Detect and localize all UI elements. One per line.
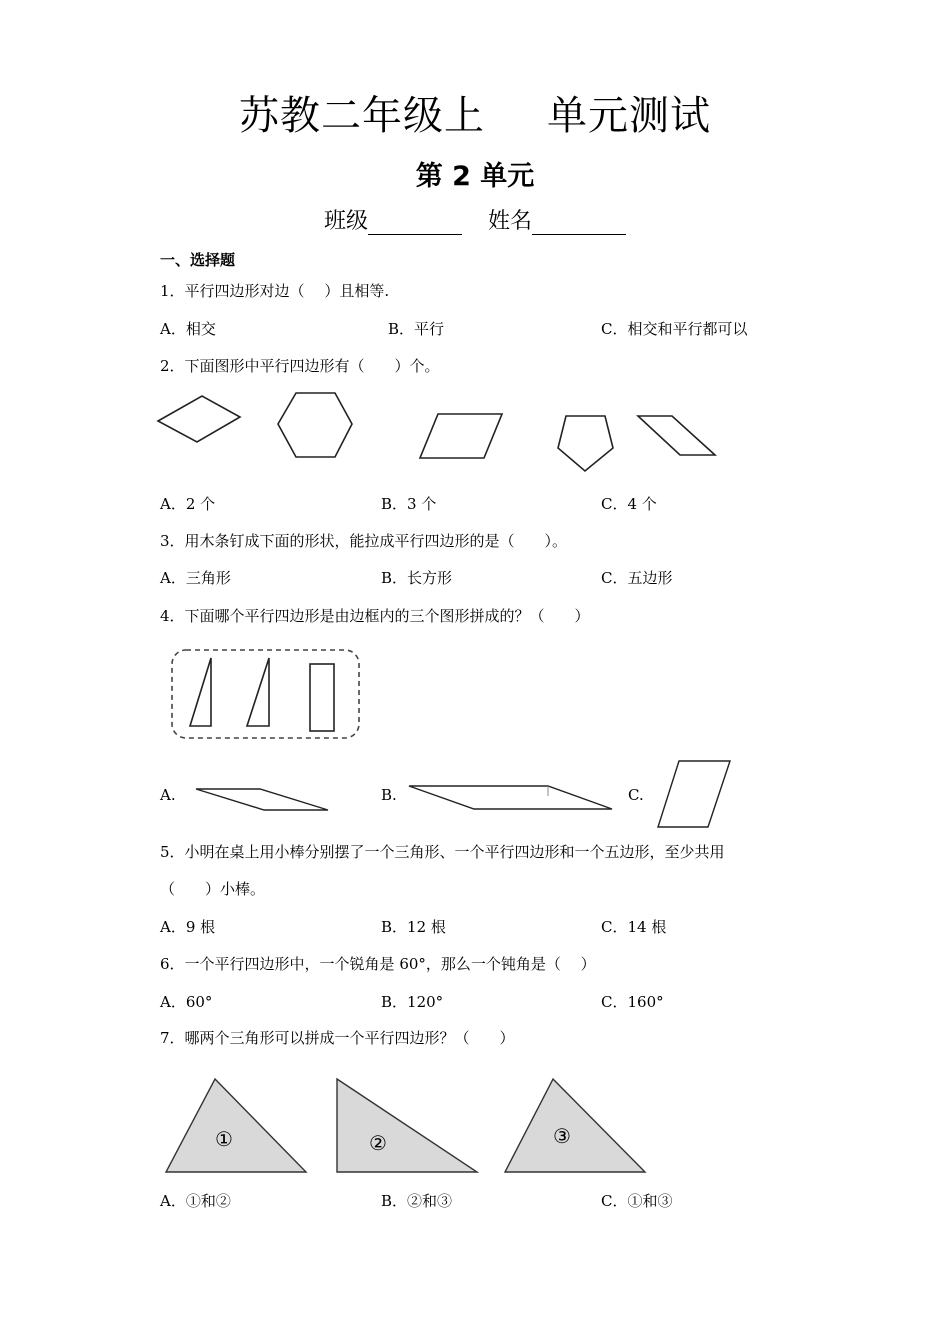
q1-option-c[interactable]: C．相交和平行都可以 (601, 320, 748, 338)
question-6: 6．一个平行四边形中，一个锐角是 60°，那么一个钝角是（ ） (160, 955, 596, 973)
q6-option-b[interactable]: B．120° (381, 993, 444, 1011)
q7-option-b[interactable]: B．②和③ (381, 1192, 453, 1210)
q7-triangle-3 (505, 1079, 645, 1172)
q3-option-b[interactable]: B．长方形 (381, 569, 453, 587)
q1-option-a[interactable]: A．相交 (160, 320, 216, 338)
q7-label-2: ② (369, 1131, 387, 1155)
q1-option-b[interactable]: B．平行 (388, 320, 445, 338)
question-5-line2: （ ）小棒。 (160, 880, 266, 898)
q7-option-a[interactable]: A．①和② (160, 1192, 231, 1210)
question-7: 7．哪两个三角形可以拼成一个平行四边形？（ ） (160, 1029, 515, 1047)
q6-option-c[interactable]: C．160° (601, 993, 664, 1011)
q5-option-b[interactable]: B．12 根 (381, 918, 446, 936)
q4-option-c[interactable]: C. (628, 786, 644, 804)
q5-option-a[interactable]: A．9 根 (160, 918, 216, 936)
title-right: 单元测试 (547, 93, 711, 139)
q2-option-a[interactable]: A．2 个 (160, 495, 216, 513)
question-3: 3．用木条钉成下面的形状，能拉成平行四边形的是（ ）。 (160, 532, 568, 550)
q2-option-b[interactable]: B．3 个 (381, 495, 437, 513)
question-1: 1．平行四边形对边（ ）且相等. (160, 282, 390, 300)
q5-option-c[interactable]: C．14 根 (601, 918, 667, 936)
q7-option-c[interactable]: C．①和③ (601, 1192, 673, 1210)
name-label: 姓名 (488, 209, 533, 234)
q7-triangle-1 (166, 1079, 306, 1172)
q6-option-a[interactable]: A．60° (160, 993, 213, 1011)
question-5: 5．小明在桌上用小棒分别摆了一个三角形、一个平行四边形和一个五边形，至少共用 (160, 843, 725, 861)
title-left: 苏教二年级上 (239, 93, 485, 139)
q3-option-c[interactable]: C．五边形 (601, 569, 673, 587)
q7-label-3: ③ (553, 1124, 571, 1148)
question-4: 4．下面哪个平行四边形是由边框内的三个图形拼成的？（ ） (160, 607, 590, 625)
question-2: 2．下面图形中平行四边形有（ ）个。 (160, 357, 440, 375)
unit-subtitle: 第 2 单元 (415, 161, 535, 192)
q4-option-a[interactable]: A. (160, 786, 176, 804)
q7-triangle-2 (337, 1079, 477, 1172)
class-label: 班级 (323, 209, 368, 234)
q7-label-1: ① (215, 1127, 233, 1151)
q2-option-c[interactable]: C．4 个 (601, 495, 657, 513)
section-heading: 一、选择题 (160, 251, 236, 269)
q4-option-b[interactable]: B. (381, 786, 397, 804)
q3-option-a[interactable]: A．三角形 (160, 569, 231, 587)
